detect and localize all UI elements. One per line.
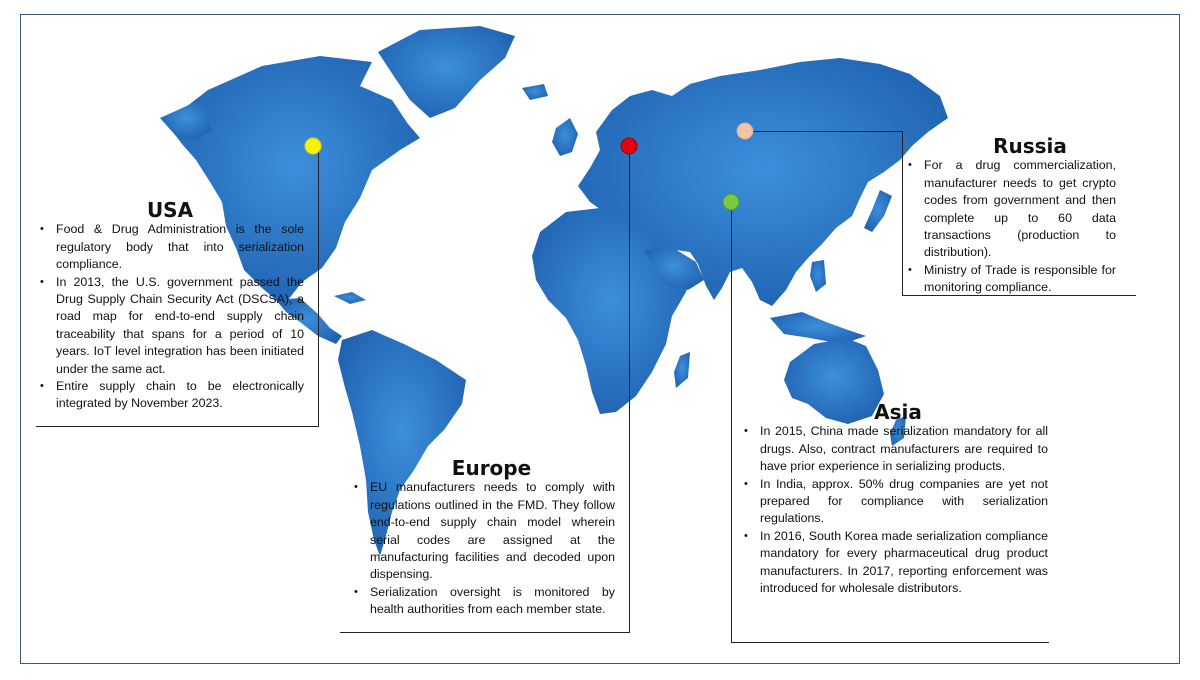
- russia-bullet-list: [904, 157, 1116, 296]
- europe-bullet-list: [350, 479, 615, 618]
- russia-panel: [904, 134, 1116, 297]
- russia-title: Russia: [993, 134, 1067, 158]
- asia-bullet: • In India, approx. 50% drug companies are yet not prepared for compliance with serialization regulations.: [760, 476, 1048, 528]
- europe-bullet: • EU manufacturers needs to comply with regulations outlined in the FMD. They follow end-to-end supply chain model wherein serial codes are assigned at the manufacturing facilities and decoded upon dispensing.: [370, 479, 615, 583]
- usa-marker: [305, 138, 321, 154]
- asia-bullet-list: [740, 423, 1048, 597]
- usa-bullet: • Food & Drug Administration is the sole regulatory body that into serialization compliance.: [56, 221, 304, 273]
- asia-bullet: • In 2015, China made serialization mandatory for all drugs. Also, contract manufacturers are required to have prior experience in serializing products.: [760, 423, 1048, 475]
- russia-marker: [737, 123, 753, 139]
- russia-bullet: • Ministry of Trade is responsible for monitoring compliance.: [924, 262, 1116, 297]
- europe-panel: [350, 456, 615, 619]
- usa-bullet-list: [36, 221, 304, 412]
- usa-bullet: • In 2013, the U.S. government passed the Drug Supply Chain Security Act (DSCSA), a road map for end-to-end supply chain traceability that spans for a period of 10 years. IoT level integration has been initiated under the same act.: [56, 274, 304, 378]
- europe-title: Europe: [451, 456, 532, 480]
- russia-bullet: • For a drug commercialization, manufacturer needs to get crypto codes from government and then complete up to 60 data transactions (production to distribution).: [924, 157, 1116, 261]
- asia-title: Asia: [874, 400, 922, 424]
- europe-bullet: • Serialization oversight is monitored by health authorities from each member state.: [370, 584, 615, 619]
- asia-bullet: • In 2016, South Korea made serialization compliance mandatory for every pharmaceutical drug product manufacturers. In 2017, reporting enforcement was introduced for wholesale distributors.: [760, 528, 1048, 598]
- usa-bullet: • Entire supply chain to be electronically integrated by November 2023.: [56, 378, 304, 413]
- asia-marker: [723, 194, 739, 210]
- usa-title: USA: [146, 198, 194, 222]
- asia-panel: [740, 400, 1048, 597]
- usa-panel: [36, 198, 304, 413]
- europe-marker: [621, 138, 637, 154]
